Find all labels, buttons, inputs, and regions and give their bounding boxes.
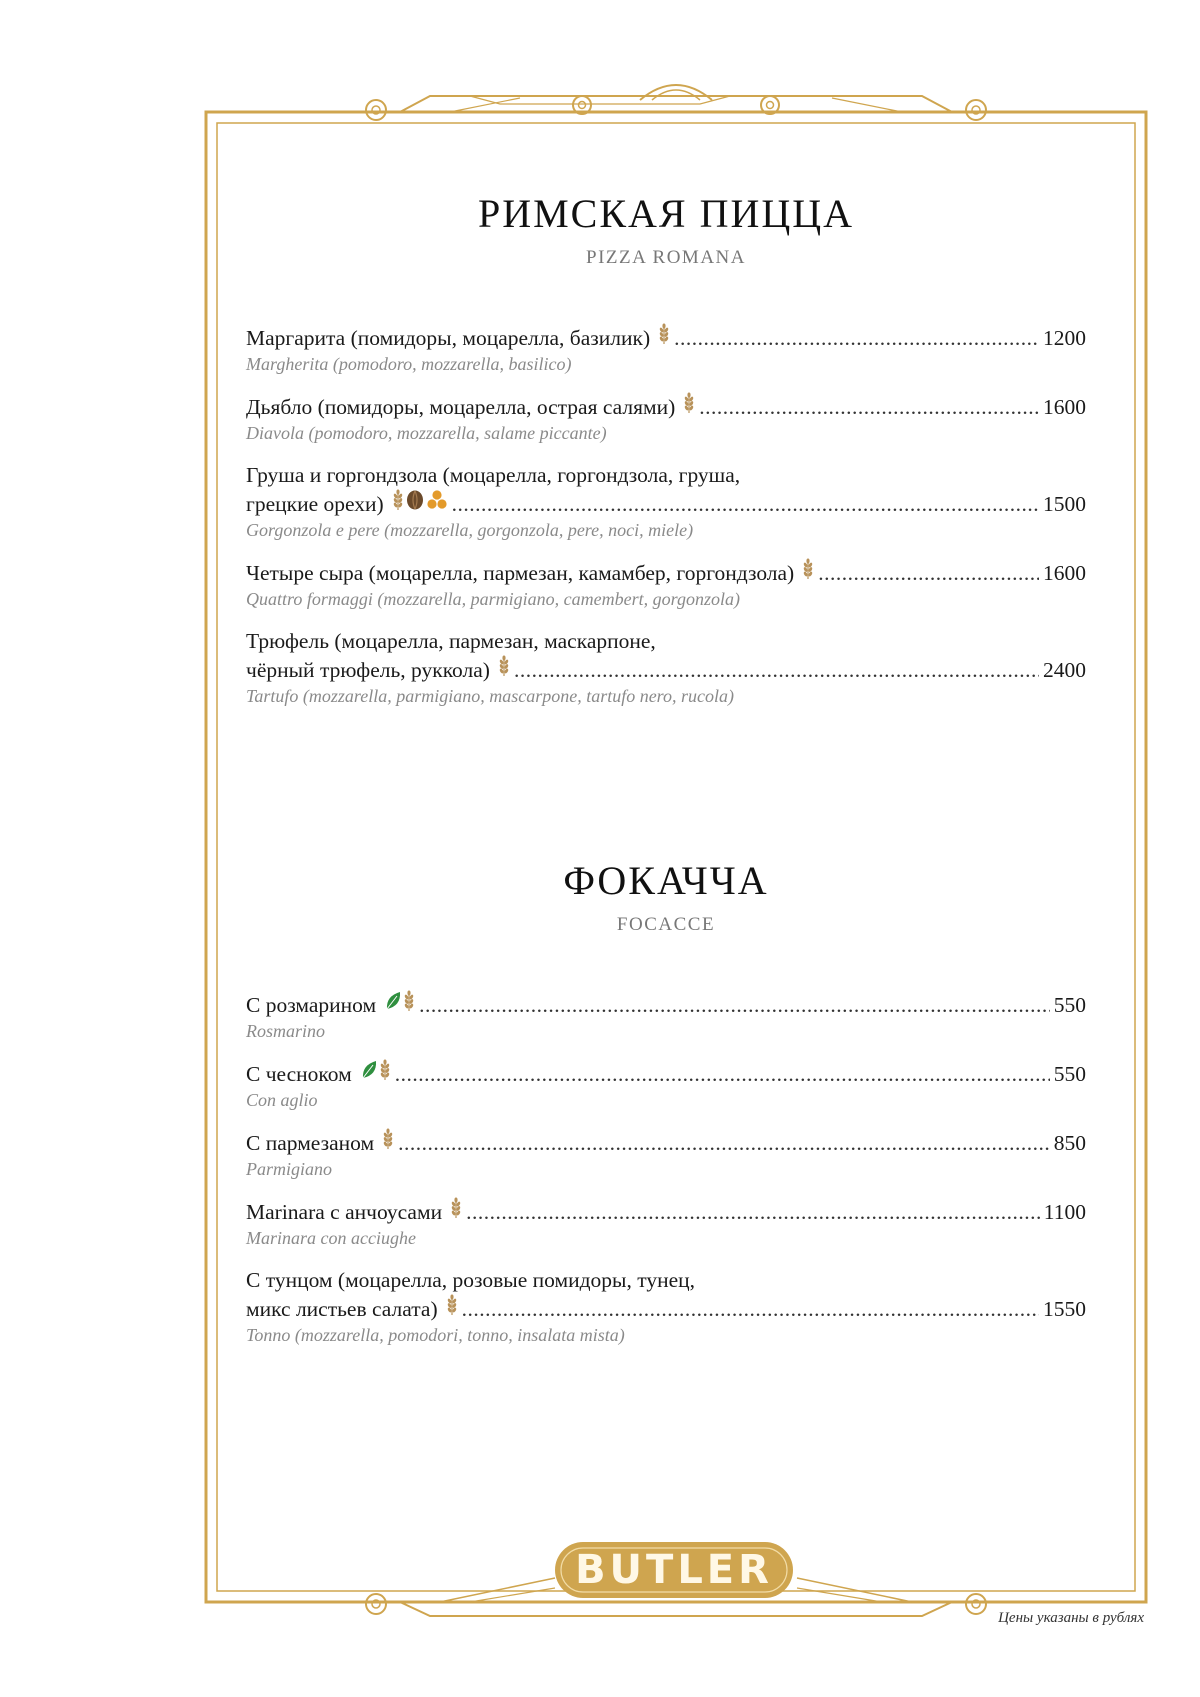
section-pizza-romana [246, 190, 1086, 724]
menu-item [246, 627, 1086, 708]
item-translation: Tartufo (mozzarella, parmigiano, mascarpone, tartufo nero, rucola) [246, 686, 735, 706]
item-price-line [246, 655, 1086, 684]
dot-leader [419, 991, 1050, 1019]
item-name-line [246, 627, 1086, 655]
section-title: РИМСКАЯ ПИЦЦА [477, 191, 855, 236]
wheat-icon [392, 489, 404, 511]
item-translation: Quattro formaggi (mozzarella, parmigiano, camembert, gorgonzola) [246, 589, 740, 609]
allergen-icons [658, 323, 670, 345]
allergen-icons [392, 489, 448, 511]
menu-item [246, 1197, 1086, 1250]
menu-item [246, 1128, 1086, 1181]
section-title: ФОКАЧЧА [563, 858, 769, 903]
allergen-icons [498, 655, 510, 677]
leaf-icon [360, 1059, 378, 1081]
item-price-line [246, 1059, 1086, 1088]
item-price-line [246, 1294, 1086, 1323]
dot-leader [452, 490, 1039, 518]
item-translation: Diavola (pomodoro, mozzarella, salame piccante) [246, 423, 607, 443]
dot-leader [818, 559, 1039, 587]
menu-item [246, 1266, 1086, 1347]
item-price-line [246, 1197, 1086, 1226]
item-translation: Margherita (pomodoro, mozzarella, basilico) [246, 354, 572, 374]
section-subtitle: PIZZA ROMANA [586, 247, 746, 268]
item-price-line [246, 392, 1086, 421]
item-price-line [246, 1128, 1086, 1157]
item-name: С чесноком [246, 1062, 352, 1086]
item-name: Marinara с анчоусами [246, 1200, 443, 1224]
leaf-icon [384, 990, 402, 1012]
item-name: Трюфель (моцарелла, пармезан, маскарпоне, [246, 629, 656, 653]
item-price-line [246, 990, 1086, 1019]
wheat-icon [382, 1128, 394, 1150]
wheat-icon [658, 323, 670, 345]
item-price: 1200 [1043, 326, 1086, 350]
item-price: 550 [1053, 993, 1086, 1017]
item-translation: Marinara con acciughe [246, 1228, 416, 1248]
item-price: 550 [1053, 1062, 1086, 1086]
item-price-line [246, 323, 1086, 352]
dot-leader [514, 656, 1039, 684]
wheat-icon [683, 392, 695, 414]
menu-items [246, 323, 1086, 708]
item-translation: Parmigiano [246, 1159, 333, 1179]
menu-items [246, 990, 1086, 1347]
allergen-icons [450, 1197, 462, 1219]
dot-leader [395, 1060, 1050, 1088]
item-price: 1500 [1043, 492, 1086, 516]
footer-note: Цены указаны в рублях [998, 1610, 1144, 1626]
item-name: Маргарита (помидоры, моцарелла, базилик) [246, 326, 651, 350]
dot-leader [466, 1198, 1040, 1226]
item-name: грецкие орехи) [246, 492, 384, 516]
wheat-icon [379, 1059, 391, 1081]
item-price-line [246, 558, 1086, 587]
butler-logo: BUTLER [575, 1547, 773, 1593]
item-name: Четыре сыра (моцарелла, пармезан, камамбер, горгондзола) [246, 561, 795, 585]
menu-item [246, 558, 1086, 611]
item-name: Груша и горгондзола (моцарелла, горгондзола, груша, [246, 463, 741, 487]
menu-item [246, 1059, 1086, 1112]
dot-leader [674, 324, 1039, 352]
menu-item [246, 461, 1086, 542]
dot-leader [699, 393, 1039, 421]
walnut-icon [405, 489, 425, 511]
item-name: Дьябло (помидоры, моцарелла, острая салями) [246, 395, 676, 419]
allergen-icons [384, 990, 415, 1012]
item-price: 850 [1053, 1131, 1086, 1155]
allergen-icons [683, 392, 695, 414]
item-price: 2400 [1043, 658, 1086, 682]
item-translation: Rosmarino [246, 1021, 326, 1041]
item-price: 1550 [1043, 1297, 1086, 1321]
item-translation: Tonno (mozzarella, pomodori, tonno, insalata mista) [246, 1325, 625, 1345]
item-name: С тунцом (моцарелла, розовые помидоры, тунец, [246, 1268, 696, 1292]
allergen-icons [360, 1059, 391, 1081]
wheat-icon [802, 558, 814, 580]
section-subtitle: FOCACCE [616, 914, 716, 935]
dot-leader [462, 1295, 1039, 1323]
item-name: микс листьев салата) [246, 1297, 438, 1321]
wheat-icon [450, 1197, 462, 1219]
item-price: 1600 [1043, 561, 1086, 585]
section-focacce [246, 857, 1086, 1363]
allergen-icons [382, 1128, 394, 1150]
item-price: 1100 [1043, 1200, 1086, 1224]
item-name: С розмарином [246, 993, 377, 1017]
wheat-icon [446, 1294, 458, 1316]
item-price-line [246, 489, 1086, 518]
item-name-line [246, 461, 1086, 489]
allergen-icons [446, 1294, 458, 1316]
item-name: С пармезаном [246, 1131, 375, 1155]
item-name-line [246, 1266, 1086, 1294]
dot-leader [398, 1129, 1050, 1157]
honey-icon [426, 489, 448, 511]
item-price: 1600 [1043, 395, 1086, 419]
allergen-icons [802, 558, 814, 580]
item-translation: Con aglio [246, 1090, 318, 1110]
menu-item [246, 990, 1086, 1043]
menu-item [246, 392, 1086, 445]
item-name: чёрный трюфель, руккола) [246, 658, 490, 682]
wheat-icon [403, 990, 415, 1012]
menu-item [246, 323, 1086, 376]
wheat-icon [498, 655, 510, 677]
item-translation: Gorgonzola e pere (mozzarella, gorgonzola, pere, noci, miele) [246, 520, 694, 540]
